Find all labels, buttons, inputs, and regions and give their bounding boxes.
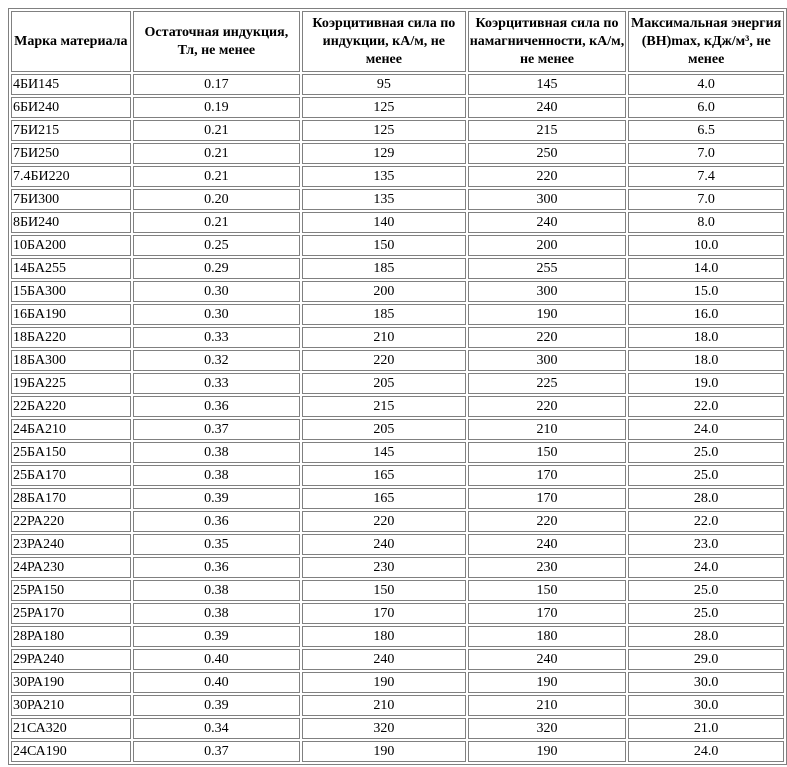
cell-remanence: 0.17 bbox=[133, 74, 300, 95]
cell-max-energy: 7.4 bbox=[628, 166, 784, 187]
cell-max-energy: 8.0 bbox=[628, 212, 784, 233]
cell-remanence: 0.21 bbox=[133, 143, 300, 164]
table-row bbox=[11, 327, 784, 348]
table-row bbox=[11, 442, 784, 463]
table-row bbox=[11, 718, 784, 739]
cell-remanence: 0.38 bbox=[133, 580, 300, 601]
cell-coercivity-induction: 135 bbox=[302, 189, 466, 210]
cell-coercivity-induction: 185 bbox=[302, 258, 466, 279]
cell-max-energy: 6.0 bbox=[628, 97, 784, 118]
cell-coercivity-induction: 240 bbox=[302, 534, 466, 555]
cell-coercivity-induction: 220 bbox=[302, 350, 466, 371]
cell-material-grade: 28БА170 bbox=[11, 488, 131, 509]
cell-max-energy: 23.0 bbox=[628, 534, 784, 555]
cell-remanence: 0.38 bbox=[133, 603, 300, 624]
header-remanence: Остаточная индукция, Тл, не менее bbox=[133, 11, 300, 72]
cell-coercivity-magnetization: 220 bbox=[468, 396, 627, 417]
cell-remanence: 0.33 bbox=[133, 373, 300, 394]
table-row bbox=[11, 557, 784, 578]
cell-coercivity-induction: 150 bbox=[302, 580, 466, 601]
cell-coercivity-magnetization: 215 bbox=[468, 120, 627, 141]
table-row bbox=[11, 97, 784, 118]
cell-coercivity-magnetization: 180 bbox=[468, 626, 627, 647]
cell-material-grade: 22БА220 bbox=[11, 396, 131, 417]
cell-material-grade: 22РА220 bbox=[11, 511, 131, 532]
cell-coercivity-induction: 190 bbox=[302, 672, 466, 693]
cell-material-grade: 24РА230 bbox=[11, 557, 131, 578]
cell-material-grade: 25БА170 bbox=[11, 465, 131, 486]
table-row bbox=[11, 649, 784, 670]
cell-max-energy: 6.5 bbox=[628, 120, 784, 141]
cell-coercivity-induction: 129 bbox=[302, 143, 466, 164]
table-row bbox=[11, 626, 784, 647]
cell-max-energy: 15.0 bbox=[628, 281, 784, 302]
cell-remanence: 0.25 bbox=[133, 235, 300, 256]
table-row bbox=[11, 695, 784, 716]
cell-coercivity-induction: 170 bbox=[302, 603, 466, 624]
cell-coercivity-induction: 165 bbox=[302, 465, 466, 486]
cell-coercivity-magnetization: 145 bbox=[468, 74, 627, 95]
cell-max-energy: 16.0 bbox=[628, 304, 784, 325]
cell-remanence: 0.32 bbox=[133, 350, 300, 371]
cell-remanence: 0.30 bbox=[133, 304, 300, 325]
table-row bbox=[11, 166, 784, 187]
table-row bbox=[11, 603, 784, 624]
table-row bbox=[11, 350, 784, 371]
table-row bbox=[11, 580, 784, 601]
cell-coercivity-magnetization: 220 bbox=[468, 166, 627, 187]
cell-material-grade: 10БА200 bbox=[11, 235, 131, 256]
cell-material-grade: 4БИ145 bbox=[11, 74, 131, 95]
cell-coercivity-induction: 95 bbox=[302, 74, 466, 95]
table-row bbox=[11, 212, 784, 233]
cell-coercivity-induction: 240 bbox=[302, 649, 466, 670]
table-row bbox=[11, 143, 784, 164]
cell-max-energy: 14.0 bbox=[628, 258, 784, 279]
cell-max-energy: 4.0 bbox=[628, 74, 784, 95]
cell-remanence: 0.36 bbox=[133, 557, 300, 578]
table-row bbox=[11, 419, 784, 440]
table-header-row bbox=[11, 11, 784, 72]
cell-coercivity-magnetization: 170 bbox=[468, 488, 627, 509]
cell-remanence: 0.34 bbox=[133, 718, 300, 739]
cell-coercivity-induction: 145 bbox=[302, 442, 466, 463]
cell-coercivity-magnetization: 250 bbox=[468, 143, 627, 164]
cell-coercivity-induction: 205 bbox=[302, 419, 466, 440]
materials-table bbox=[8, 8, 787, 765]
cell-remanence: 0.40 bbox=[133, 672, 300, 693]
cell-coercivity-induction: 210 bbox=[302, 695, 466, 716]
cell-material-grade: 7БИ300 bbox=[11, 189, 131, 210]
cell-max-energy: 22.0 bbox=[628, 396, 784, 417]
table-row bbox=[11, 258, 784, 279]
cell-coercivity-induction: 320 bbox=[302, 718, 466, 739]
cell-coercivity-magnetization: 150 bbox=[468, 442, 627, 463]
cell-material-grade: 7БИ215 bbox=[11, 120, 131, 141]
cell-coercivity-magnetization: 170 bbox=[468, 603, 627, 624]
cell-material-grade: 7БИ250 bbox=[11, 143, 131, 164]
cell-remanence: 0.37 bbox=[133, 419, 300, 440]
cell-max-energy: 10.0 bbox=[628, 235, 784, 256]
cell-remanence: 0.39 bbox=[133, 695, 300, 716]
cell-coercivity-magnetization: 300 bbox=[468, 281, 627, 302]
cell-remanence: 0.40 bbox=[133, 649, 300, 670]
header-coercivity-magnetization: Коэрцитивная сила по намагниченности, кА/м, не менее bbox=[468, 11, 627, 72]
cell-remanence: 0.29 bbox=[133, 258, 300, 279]
cell-max-energy: 25.0 bbox=[628, 465, 784, 486]
cell-coercivity-induction: 205 bbox=[302, 373, 466, 394]
cell-material-grade: 29РА240 bbox=[11, 649, 131, 670]
table-row bbox=[11, 741, 784, 762]
cell-coercivity-magnetization: 240 bbox=[468, 649, 627, 670]
cell-remanence: 0.38 bbox=[133, 465, 300, 486]
cell-coercivity-induction: 185 bbox=[302, 304, 466, 325]
cell-max-energy: 7.0 bbox=[628, 189, 784, 210]
cell-material-grade: 24БА210 bbox=[11, 419, 131, 440]
cell-max-energy: 25.0 bbox=[628, 442, 784, 463]
cell-material-grade: 25БА150 bbox=[11, 442, 131, 463]
table-row bbox=[11, 465, 784, 486]
cell-coercivity-induction: 230 bbox=[302, 557, 466, 578]
cell-remanence: 0.36 bbox=[133, 511, 300, 532]
table-row bbox=[11, 511, 784, 532]
cell-coercivity-induction: 210 bbox=[302, 327, 466, 348]
cell-material-grade: 18БА300 bbox=[11, 350, 131, 371]
cell-coercivity-magnetization: 255 bbox=[468, 258, 627, 279]
cell-material-grade: 16БА190 bbox=[11, 304, 131, 325]
cell-material-grade: 19БА225 bbox=[11, 373, 131, 394]
cell-coercivity-magnetization: 190 bbox=[468, 672, 627, 693]
cell-coercivity-induction: 180 bbox=[302, 626, 466, 647]
cell-max-energy: 30.0 bbox=[628, 672, 784, 693]
cell-coercivity-magnetization: 190 bbox=[468, 741, 627, 762]
table-wrapper bbox=[8, 8, 787, 765]
cell-coercivity-magnetization: 230 bbox=[468, 557, 627, 578]
cell-coercivity-magnetization: 170 bbox=[468, 465, 627, 486]
cell-coercivity-magnetization: 240 bbox=[468, 212, 627, 233]
cell-coercivity-induction: 220 bbox=[302, 511, 466, 532]
cell-material-grade: 21СА320 bbox=[11, 718, 131, 739]
cell-max-energy: 24.0 bbox=[628, 419, 784, 440]
header-coercivity-induction: Коэрцитивная сила по индукции, кА/м, не менее bbox=[302, 11, 466, 72]
table-row bbox=[11, 304, 784, 325]
table-row bbox=[11, 488, 784, 509]
cell-max-energy: 7.0 bbox=[628, 143, 784, 164]
cell-max-energy: 25.0 bbox=[628, 580, 784, 601]
table-row bbox=[11, 396, 784, 417]
cell-max-energy: 18.0 bbox=[628, 350, 784, 371]
cell-coercivity-magnetization: 300 bbox=[468, 350, 627, 371]
cell-max-energy: 19.0 bbox=[628, 373, 784, 394]
cell-coercivity-induction: 125 bbox=[302, 120, 466, 141]
cell-material-grade: 25РА170 bbox=[11, 603, 131, 624]
cell-max-energy: 30.0 bbox=[628, 695, 784, 716]
cell-material-grade: 14БА255 bbox=[11, 258, 131, 279]
cell-material-grade: 28РА180 bbox=[11, 626, 131, 647]
cell-coercivity-magnetization: 200 bbox=[468, 235, 627, 256]
cell-coercivity-induction: 190 bbox=[302, 741, 466, 762]
cell-coercivity-induction: 140 bbox=[302, 212, 466, 233]
cell-remanence: 0.19 bbox=[133, 97, 300, 118]
cell-material-grade: 8БИ240 bbox=[11, 212, 131, 233]
cell-max-energy: 25.0 bbox=[628, 603, 784, 624]
cell-max-energy: 24.0 bbox=[628, 741, 784, 762]
cell-coercivity-magnetization: 220 bbox=[468, 511, 627, 532]
cell-remanence: 0.33 bbox=[133, 327, 300, 348]
cell-material-grade: 30РА210 bbox=[11, 695, 131, 716]
cell-max-energy: 28.0 bbox=[628, 488, 784, 509]
cell-max-energy: 21.0 bbox=[628, 718, 784, 739]
table-row bbox=[11, 534, 784, 555]
cell-coercivity-induction: 200 bbox=[302, 281, 466, 302]
header-max-energy: Максимальная энергия (BH)max, кДж/м³, не менее bbox=[628, 11, 784, 72]
cell-coercivity-induction: 150 bbox=[302, 235, 466, 256]
cell-material-grade: 6БИ240 bbox=[11, 97, 131, 118]
cell-remanence: 0.39 bbox=[133, 626, 300, 647]
cell-material-grade: 24СА190 bbox=[11, 741, 131, 762]
cell-coercivity-magnetization: 225 bbox=[468, 373, 627, 394]
cell-coercivity-induction: 125 bbox=[302, 97, 466, 118]
cell-coercivity-magnetization: 320 bbox=[468, 718, 627, 739]
cell-remanence: 0.38 bbox=[133, 442, 300, 463]
cell-max-energy: 18.0 bbox=[628, 327, 784, 348]
table-row bbox=[11, 235, 784, 256]
cell-coercivity-magnetization: 220 bbox=[468, 327, 627, 348]
cell-max-energy: 24.0 bbox=[628, 557, 784, 578]
table-body bbox=[11, 74, 784, 762]
cell-coercivity-magnetization: 190 bbox=[468, 304, 627, 325]
cell-coercivity-magnetization: 240 bbox=[468, 534, 627, 555]
cell-coercivity-magnetization: 150 bbox=[468, 580, 627, 601]
cell-material-grade: 7.4БИ220 bbox=[11, 166, 131, 187]
cell-material-grade: 25РА150 bbox=[11, 580, 131, 601]
table-row bbox=[11, 120, 784, 141]
cell-remanence: 0.21 bbox=[133, 166, 300, 187]
cell-remanence: 0.37 bbox=[133, 741, 300, 762]
cell-coercivity-induction: 215 bbox=[302, 396, 466, 417]
table-row bbox=[11, 672, 784, 693]
cell-material-grade: 23РА240 bbox=[11, 534, 131, 555]
cell-max-energy: 28.0 bbox=[628, 626, 784, 647]
cell-max-energy: 22.0 bbox=[628, 511, 784, 532]
table-row bbox=[11, 74, 784, 95]
cell-coercivity-magnetization: 240 bbox=[468, 97, 627, 118]
cell-material-grade: 18БА220 bbox=[11, 327, 131, 348]
cell-remanence: 0.35 bbox=[133, 534, 300, 555]
cell-remanence: 0.30 bbox=[133, 281, 300, 302]
cell-coercivity-induction: 165 bbox=[302, 488, 466, 509]
cell-remanence: 0.36 bbox=[133, 396, 300, 417]
table-row bbox=[11, 373, 784, 394]
cell-material-grade: 30РА190 bbox=[11, 672, 131, 693]
cell-max-energy: 29.0 bbox=[628, 649, 784, 670]
table-row bbox=[11, 189, 784, 210]
table-row bbox=[11, 281, 784, 302]
header-material-grade: Марка материала bbox=[11, 11, 131, 72]
cell-coercivity-induction: 135 bbox=[302, 166, 466, 187]
cell-material-grade: 15БА300 bbox=[11, 281, 131, 302]
cell-remanence: 0.21 bbox=[133, 120, 300, 141]
cell-coercivity-magnetization: 210 bbox=[468, 419, 627, 440]
cell-remanence: 0.20 bbox=[133, 189, 300, 210]
cell-remanence: 0.39 bbox=[133, 488, 300, 509]
cell-coercivity-magnetization: 300 bbox=[468, 189, 627, 210]
cell-remanence: 0.21 bbox=[133, 212, 300, 233]
cell-coercivity-magnetization: 210 bbox=[468, 695, 627, 716]
